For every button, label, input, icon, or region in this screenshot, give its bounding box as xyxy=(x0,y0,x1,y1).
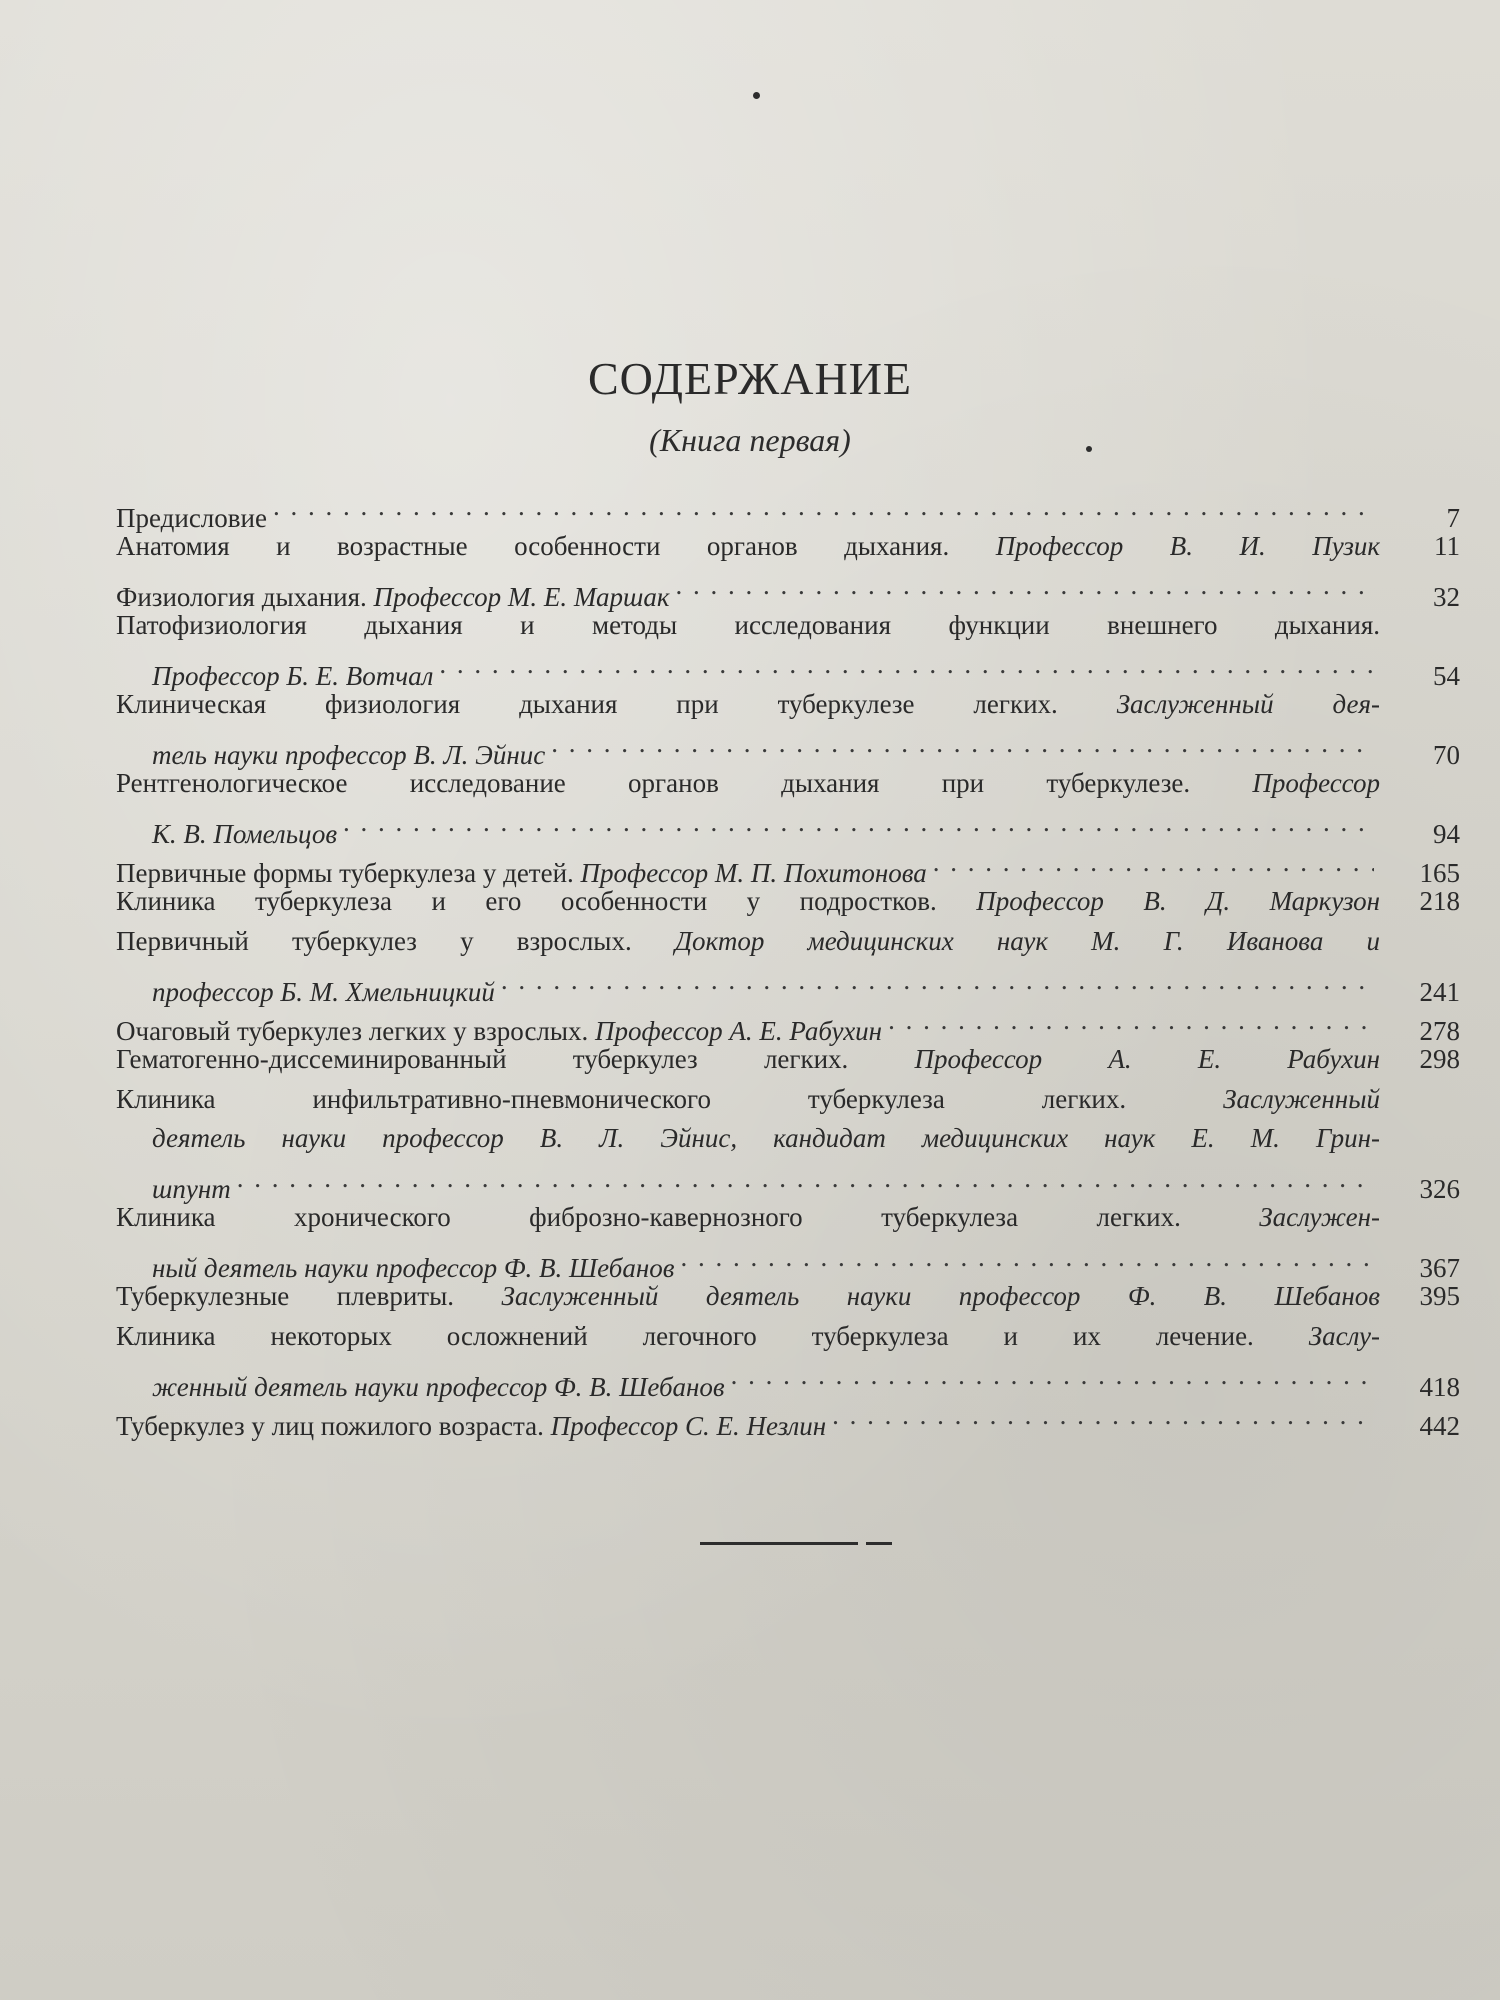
dot-leader xyxy=(675,566,1374,606)
toc-page-number: 367 xyxy=(1419,1253,1460,1283)
toc-entry-author: Профессор А. Е. Рабухин xyxy=(914,1044,1380,1074)
toc-entry-author-cont: ный деятель науки профессор Ф. В. Шебанов xyxy=(152,1253,675,1283)
toc-entry-author: Профессор С. Е. Незлин xyxy=(550,1411,827,1441)
table-of-contents xyxy=(116,487,1460,1441)
toc-entry-author: Профессор М. Е. Маршак xyxy=(373,581,670,612)
toc-entry-title: Гематогенно-диссеминированный туберкулез легких. xyxy=(116,1044,849,1074)
toc-entry-physiology xyxy=(116,566,1460,612)
toc-entry-author: Профессор В. И. Пузик xyxy=(995,530,1380,561)
printed-dot-mid xyxy=(1086,446,1092,452)
toc-entry-author: Заслужен- xyxy=(1259,1202,1380,1232)
toc-entry-title: Клиника туберкулеза и его особенности у подростков. xyxy=(116,886,937,916)
toc-entry-primary-children xyxy=(116,843,1460,888)
toc-page-number: 218 xyxy=(1419,886,1460,916)
toc-entry-author-cont: деятель науки профессор В. Л. Эйнис, кандидат медицинских наук Е. М. Грин- xyxy=(152,1123,1380,1153)
toc-page-number: 278 xyxy=(1419,1016,1460,1046)
toc-page-number: 7 xyxy=(1446,502,1460,533)
dot-leader xyxy=(501,961,1374,1001)
toc-entry-author: Профессор Б. Е. Вотчал xyxy=(152,660,434,691)
toc-page-number: 54 xyxy=(1433,660,1460,691)
toc-entry-title: Туберкулезные плевриты. xyxy=(116,1281,454,1311)
toc-entry-radiology xyxy=(116,764,1460,849)
toc-entry-primary-adults xyxy=(116,922,1460,1007)
toc-page-number: 442 xyxy=(1419,1411,1460,1441)
dot-leader xyxy=(439,645,1374,685)
toc-entry-title: Клиника инфильтративно-пневмонического туберкулеза легких. xyxy=(116,1083,1127,1114)
toc-entry-pathophysiology xyxy=(116,606,1460,691)
section-divider-short xyxy=(866,1542,892,1545)
toc-entry-hematogenous xyxy=(116,1040,1460,1080)
dot-leader xyxy=(273,487,1374,527)
toc-entry-author: Доктор медицинских наук М. Г. Иванова и xyxy=(674,925,1380,956)
toc-entry-author: Профессор В. Д. Маркузон xyxy=(976,886,1380,916)
toc-entry-title: Физиология дыхания. xyxy=(116,581,367,612)
page-title: СОДЕРЖАНИЕ xyxy=(587,353,913,404)
toc-entry-title: Туберкулез у лиц пожилого возраста. xyxy=(116,1411,544,1441)
toc-entry-clinical-physiology xyxy=(116,685,1460,770)
dot-leader xyxy=(731,1356,1374,1396)
toc-page-number: 298 xyxy=(1419,1044,1460,1074)
toc-entry-title: Рентгенологическое исследование органов дыхания при туберкулезе. xyxy=(116,767,1191,798)
toc-entry-author: Профессор М. П. Похитонова xyxy=(580,858,927,888)
toc-entry-author-cont: женный деятель науки профессор Ф. В. Шебанов xyxy=(152,1371,725,1402)
toc-entry-author: Заслуженный xyxy=(1223,1083,1380,1114)
toc-entry-author: Заслуженный дея- xyxy=(1116,688,1380,719)
toc-entry-title: Анатомия и возрастные особенности органов дыхания. xyxy=(116,530,950,561)
dot-leader xyxy=(343,803,1374,843)
toc-page-number: 11 xyxy=(1434,530,1460,561)
toc-page-number: 326 xyxy=(1419,1174,1460,1204)
toc-entry-fibrous-cavernous xyxy=(116,1198,1460,1283)
toc-entry-author: Профессор xyxy=(1252,767,1380,798)
toc-entry-elderly xyxy=(116,1396,1460,1441)
toc-entry-infiltrative xyxy=(116,1080,1460,1204)
toc-page-number: 70 xyxy=(1433,739,1460,770)
toc-entry-focal xyxy=(116,1001,1460,1046)
toc-entry-title: Клиника хронического фиброзно-кавернозного туберкулеза легких. xyxy=(116,1202,1181,1232)
toc-page-number: 395 xyxy=(1419,1281,1460,1311)
toc-entry-author: Профессор А. Е. Рабухин xyxy=(595,1016,883,1046)
dot-leader xyxy=(681,1238,1374,1278)
dot-leader xyxy=(237,1159,1374,1199)
toc-entry-adolescents xyxy=(116,882,1460,922)
toc-page-number: 165 xyxy=(1419,858,1460,888)
toc-entry-title: Клиника некоторых осложнений легочного туберкулеза и их лечение. xyxy=(116,1320,1254,1351)
toc-entry-author-cont: К. В. Помельцов xyxy=(152,818,338,849)
toc-entry-preface xyxy=(116,487,1460,533)
toc-entry-title: Первичные формы туберкулеза у детей. xyxy=(116,858,574,888)
toc-entry-author-cont: профессор Б. М. Хмельницкий xyxy=(152,976,495,1007)
dot-leader xyxy=(832,1396,1374,1436)
section-divider xyxy=(700,1542,858,1545)
toc-entry-title: Клиническая физиология дыхания при туберкулезе легких. xyxy=(116,688,1058,719)
toc-entry-title: Первичный туберкулез у взрослых. xyxy=(116,925,632,956)
dot-leader xyxy=(888,1001,1374,1041)
printed-dot-top xyxy=(753,92,760,99)
dot-leader xyxy=(551,724,1374,764)
toc-entry-author: Заслуженный деятель науки профессор Ф. В. Шебанов xyxy=(501,1281,1380,1311)
toc-entry-title: Очаговый туберкулез легких у взрослых. xyxy=(116,1016,589,1046)
toc-entry-pleurisy xyxy=(116,1277,1460,1317)
toc-page-number: 241 xyxy=(1419,976,1460,1007)
toc-page-number: 418 xyxy=(1419,1371,1460,1402)
toc-entry-title: Патофизиология дыхания и методы исследования функции внешнего дыхания. xyxy=(116,609,1380,640)
toc-entry-complications xyxy=(116,1317,1460,1402)
page-subtitle: (Книга первая) xyxy=(649,422,851,458)
toc-entry-title: Предисловие xyxy=(116,502,267,533)
toc-entry-author: Заслу- xyxy=(1308,1320,1380,1351)
toc-entry-author-cont: тель науки профессор В. Л. Эйнис xyxy=(152,739,546,770)
toc-page-number: 32 xyxy=(1433,581,1460,612)
toc-entry-author-cont: шпунт xyxy=(152,1174,231,1204)
toc-page-number: 94 xyxy=(1433,818,1460,849)
toc-entry-anatomy xyxy=(116,527,1460,567)
dot-leader xyxy=(933,843,1374,883)
